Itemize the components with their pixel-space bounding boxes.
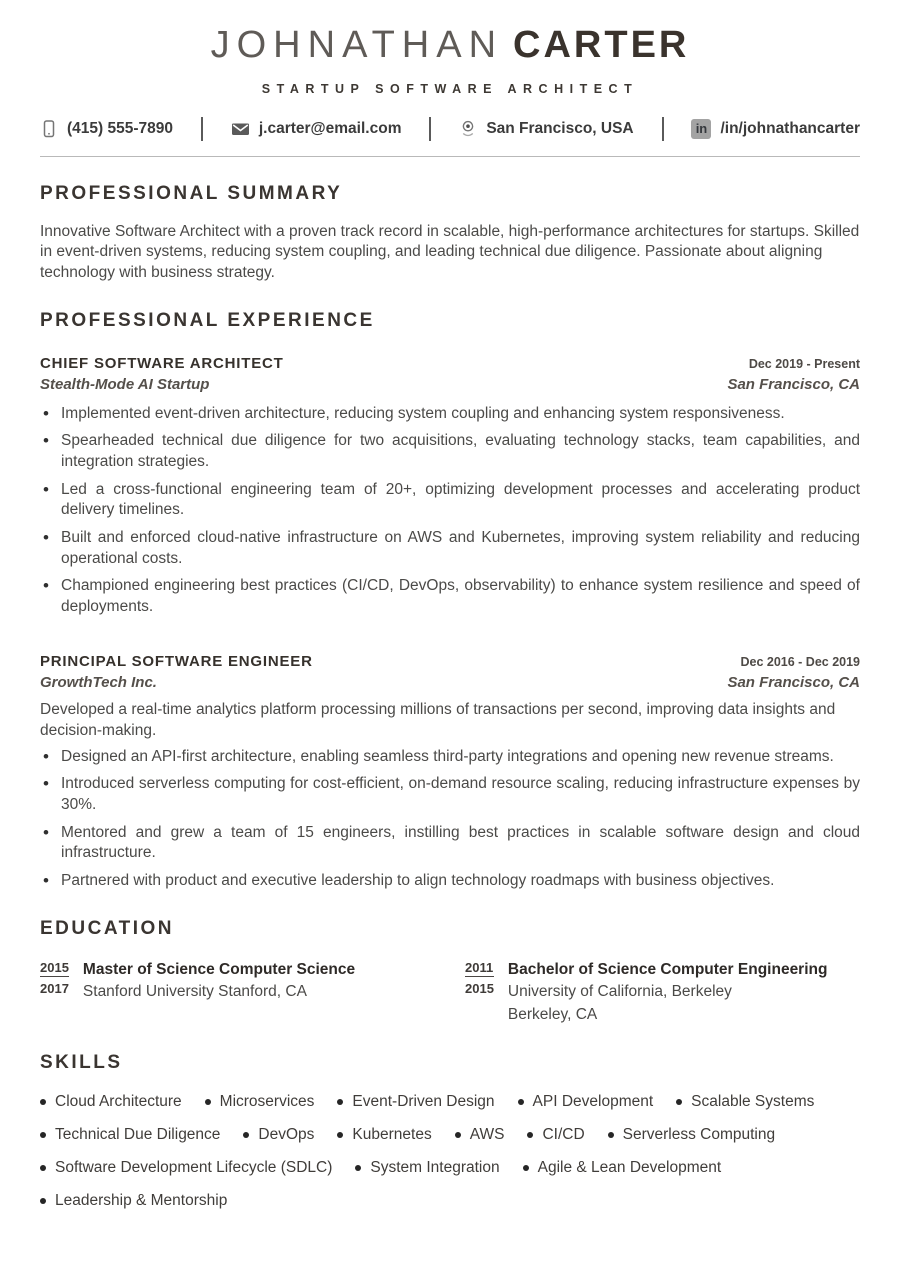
linkedin-text: /in/johnathancarter xyxy=(720,119,860,137)
skill-label: Leadership & Mentorship xyxy=(55,1191,228,1209)
bullet-dot-icon xyxy=(527,1132,533,1138)
contact-separator xyxy=(662,117,664,141)
skill-item xyxy=(676,1093,814,1111)
skill-item xyxy=(40,1192,227,1210)
education-start-year: 2011 xyxy=(465,959,494,975)
skill-item xyxy=(40,1159,332,1177)
job-intro: Developed a real-time analytics platform processing millions of transactions per second, improving data insights and decision-making. xyxy=(40,701,836,740)
education-school xyxy=(508,982,828,1026)
skill-label: CI/CD xyxy=(542,1125,585,1143)
contact-row xyxy=(40,117,860,141)
skill-item xyxy=(243,1126,314,1144)
skill-label: API Development xyxy=(532,1092,654,1110)
bullet-dot-icon xyxy=(40,1165,46,1171)
location-text: San Francisco, USA xyxy=(486,119,634,137)
education-years xyxy=(465,960,494,996)
bullet-dot-icon xyxy=(337,1132,343,1138)
job-bullet: • Led a cross-functional engineering team of 20+, optimizing development processes and accelerating product delivery timelines. xyxy=(40,480,860,521)
job-entry xyxy=(40,653,860,891)
skill-item xyxy=(527,1126,584,1144)
summary-text: Innovative Software Architect with a proven track record in scalable, high-performance architectures for startups. Skilled in event-driven systems, reducing system coupling, and leading technical due diligence. Passionate about aligning technology with business strategy. xyxy=(40,222,860,282)
experience-section xyxy=(40,310,860,892)
job-bullet: • Built and enforced cloud-native infrastructure on AWS and Kubernetes, improving system reliability and reducing operational costs. xyxy=(40,528,860,569)
summary-section xyxy=(40,183,860,284)
skill-label: Serverless Computing xyxy=(622,1125,776,1143)
contact-separator xyxy=(429,117,431,141)
skill-item xyxy=(355,1159,499,1177)
job-subtitle: STARTUP SOFTWARE ARCHITECT xyxy=(261,81,639,96)
job-bullet: • Implemented event-driven architecture, reducing system coupling and enhancing system responsiveness. xyxy=(40,404,860,425)
job-bullet: • Mentored and grew a team of 15 engineers, instilling best practices in scalable software design and cloud infrastructure. xyxy=(40,823,860,864)
summary-heading: PROFESSIONAL SUMMARY xyxy=(40,182,343,204)
skill-label: Microservices xyxy=(219,1092,315,1110)
bullet-dot-icon xyxy=(40,1099,46,1105)
contact-location[interactable] xyxy=(459,119,633,139)
job-bullet: • Introduced serverless computing for cost-efficient, on-demand resource scaling, reducing infrastructure expenses by 30%. xyxy=(40,774,860,815)
skill-item xyxy=(40,1093,182,1111)
education-school-line: Berkeley, CA xyxy=(507,1005,598,1023)
education-degree: Bachelor of Science Computer Engineering xyxy=(507,960,828,978)
education-degree: Master of Science Computer Science xyxy=(82,960,356,978)
job-entry xyxy=(40,355,860,617)
header-divider xyxy=(40,156,860,157)
education-school xyxy=(83,982,355,1003)
skill-label: Event-Driven Design xyxy=(352,1092,495,1110)
experience-heading: PROFESSIONAL EXPERIENCE xyxy=(40,309,375,331)
bullet-dot-icon xyxy=(455,1132,461,1138)
skill-label: Software Development Lifecycle (SDLC) xyxy=(55,1158,333,1176)
email-text: j.carter@email.com xyxy=(258,119,402,137)
skills-list xyxy=(40,1093,860,1210)
job-bullet: • Spearheaded technical due diligence for two acquisitions, evaluating technology stacks, team capabilities, and integration strategies. xyxy=(40,431,860,472)
contact-email[interactable] xyxy=(231,120,402,138)
education-school-line: University of California, Berkeley xyxy=(507,982,732,1000)
bullet-dot-icon xyxy=(518,1099,524,1105)
job-bullet: • Partnered with product and executive leadership to align technology roadmaps with business objectives. xyxy=(40,871,860,892)
skill-label: Technical Due Diligence xyxy=(55,1125,221,1143)
skill-item xyxy=(518,1093,654,1111)
contact-separator xyxy=(201,117,203,141)
contact-linkedin[interactable] xyxy=(691,119,860,139)
education-end-year: 2017 xyxy=(40,980,69,996)
education-heading: EDUCATION xyxy=(40,917,175,939)
person-name xyxy=(40,24,860,67)
skill-label: Scalable Systems xyxy=(691,1092,815,1110)
phone-icon xyxy=(40,119,58,139)
education-entry xyxy=(465,960,860,1026)
phone-text: (415) 555-7890 xyxy=(67,119,173,137)
location-icon xyxy=(459,119,477,139)
job-bullet: • Championed engineering best practices (CI/CD, DevOps, observability) to enhance system resilience and speed of deployments. xyxy=(40,576,860,617)
last-name: CARTER xyxy=(513,24,690,66)
skill-item xyxy=(455,1126,505,1144)
contact-phone[interactable] xyxy=(40,119,173,139)
linkedin-icon: in xyxy=(691,119,711,139)
skill-item xyxy=(523,1159,722,1177)
skill-item xyxy=(337,1093,494,1111)
education-grid xyxy=(40,960,860,1026)
skill-item xyxy=(337,1126,431,1144)
email-icon xyxy=(231,121,250,137)
bullet-dot-icon xyxy=(523,1165,529,1171)
job-title: CHIEF SOFTWARE ARCHITECT xyxy=(40,354,284,372)
education-end-year: 2015 xyxy=(465,980,494,996)
skill-label: AWS xyxy=(469,1125,505,1143)
header xyxy=(40,24,860,157)
education-start-year: 2015 xyxy=(40,959,69,975)
bullet-dot-icon xyxy=(608,1132,614,1138)
bullet-dot-icon xyxy=(355,1165,361,1171)
bullet-dot-icon xyxy=(40,1198,46,1204)
job-bullet-list xyxy=(40,747,860,892)
education-section xyxy=(40,918,860,1026)
skill-item xyxy=(608,1126,775,1144)
job-bullet-list xyxy=(40,404,860,617)
skill-label: Cloud Architecture xyxy=(55,1092,182,1110)
job-company: Stealth-Mode AI Startup xyxy=(40,375,210,393)
education-school-line: Stanford University Stanford, CA xyxy=(82,982,307,1000)
skill-label: System Integration xyxy=(370,1158,500,1176)
job-title: PRINCIPAL SOFTWARE ENGINEER xyxy=(40,653,313,671)
skill-label: Agile & Lean Development xyxy=(537,1158,722,1176)
bullet-dot-icon xyxy=(243,1132,249,1138)
job-location: San Francisco, CA xyxy=(727,674,860,692)
bullet-dot-icon xyxy=(676,1099,682,1105)
skill-label: DevOps xyxy=(258,1125,315,1143)
job-bullet: • Designed an API-first architecture, enabling seamless third-party integrations and opening new revenue streams. xyxy=(40,747,860,768)
job-company: GrowthTech Inc. xyxy=(40,674,157,692)
bullet-dot-icon xyxy=(205,1099,211,1105)
education-entry xyxy=(40,960,465,1026)
education-years xyxy=(40,960,69,996)
job-location: San Francisco, CA xyxy=(727,375,860,393)
job-dates: Dec 2016 - Dec 2019 xyxy=(740,655,860,670)
skills-heading: SKILLS xyxy=(40,1051,123,1073)
bullet-dot-icon xyxy=(40,1132,46,1138)
first-name: JOHNATHAN xyxy=(210,24,504,66)
skills-section xyxy=(40,1052,860,1210)
skill-item xyxy=(40,1126,220,1144)
skill-item xyxy=(205,1093,315,1111)
bullet-dot-icon xyxy=(337,1099,343,1105)
skill-label: Kubernetes xyxy=(352,1125,432,1143)
job-dates: Dec 2019 - Present xyxy=(748,356,860,371)
